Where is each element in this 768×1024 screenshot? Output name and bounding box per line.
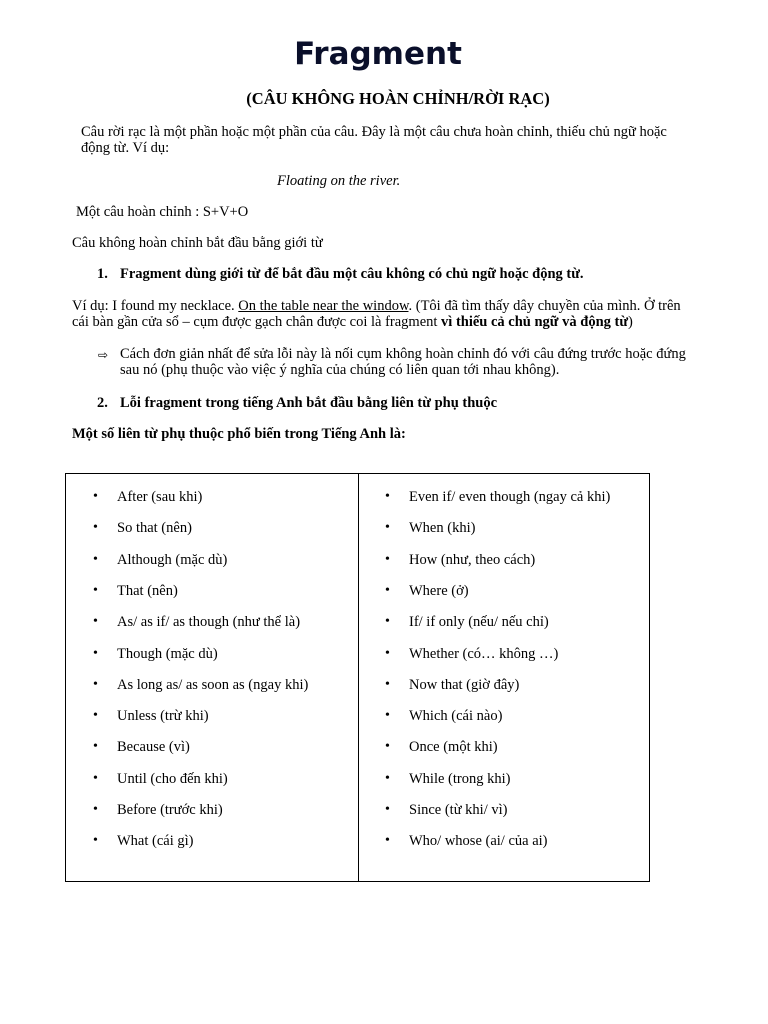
bullet-icon: • [385, 771, 390, 786]
conjunction-item: When (khi) [409, 520, 476, 536]
bullet-icon: • [93, 646, 98, 661]
conjunction-item: So that (nên) [117, 520, 192, 536]
conjunction-item: If/ if only (nếu/ nếu chỉ) [409, 614, 549, 630]
conjunction-item: Because (vì) [117, 739, 190, 755]
bullet-icon: • [385, 802, 390, 817]
conjunction-item: Until (cho đến khi) [117, 771, 228, 787]
example-line2-suffix: ) [628, 314, 633, 330]
arrow-icon: ⇨ [98, 348, 109, 362]
conjunction-item: Even if/ even though (ngay cả khi) [409, 489, 611, 505]
conjunction-list-heading: Một số liên từ phụ thuộc phổ biến trong Tiếng Anh là: [72, 426, 406, 442]
section-2-number: 2. [97, 395, 108, 411]
bullet-icon: • [93, 614, 98, 629]
conjunction-item: How (như, theo cách) [409, 552, 536, 568]
intro-line-1: Câu rời rạc là một phần hoặc một phần của câu. Đây là một câu chưa hoàn chỉnh, thiếu chủ ngữ hoặc [81, 124, 667, 140]
conjunction-item: Now that (giờ đây) [409, 677, 520, 693]
conjunction-item: Since (từ khi/ vì) [409, 802, 508, 818]
example-line2-bold: vì thiếu cả chủ ngữ và động từ [441, 314, 629, 330]
intro-line-2: động từ. Ví dụ: [81, 140, 170, 156]
example-paragraph-line-1 [72, 298, 681, 314]
section-1-heading: Fragment dùng giới từ để bắt đầu một câu không có chủ ngữ hoặc động từ. [120, 266, 584, 282]
conjunction-item: That (nên) [117, 583, 178, 599]
conjunction-item: Although (mặc dù) [117, 552, 228, 568]
conjunction-item: Whether (có… không …) [409, 646, 559, 662]
conjunction-item: Where (ở) [409, 583, 469, 599]
example-underlined-fragment: On the table near the window [238, 298, 409, 314]
conjunction-item: Which (cái nào) [409, 708, 503, 724]
bullet-icon: • [385, 552, 390, 567]
bullet-icon: • [93, 677, 98, 692]
conjunction-item: Though (mặc dù) [117, 646, 218, 662]
bullet-icon: • [385, 520, 390, 535]
bullet-icon: • [93, 552, 98, 567]
conjunction-item: As long as/ as soon as (ngay khi) [117, 677, 309, 693]
conjunction-item: Once (một khi) [409, 739, 498, 755]
bullet-icon: • [93, 739, 98, 754]
section-1-number: 1. [97, 266, 108, 282]
complete-sentence-formula: Một câu hoàn chỉnh : S+V+O [76, 204, 249, 220]
conjunction-item: What (cái gì) [117, 833, 194, 849]
section-2-heading: Lỗi fragment trong tiếng Anh bắt đầu bằng liên từ phụ thuộc [120, 395, 498, 411]
example-suffix: . (Tôi đã tìm thấy dây chuyền của mình. Ở trên [408, 298, 681, 314]
example-line2-prefix: cái bàn gần cửa sổ – cụm được gạch chân được coi là fragment [72, 314, 442, 330]
incomplete-sentence-intro: Câu không hoàn chỉnh bắt đầu bằng giới từ [72, 235, 323, 251]
example-fragment: Floating on the river. [277, 173, 401, 189]
page-title: Fragment [294, 36, 462, 72]
conjunction-item: Unless (trừ khi) [117, 708, 209, 724]
bullet-icon: • [93, 708, 98, 723]
bullet-icon: • [385, 646, 390, 661]
bullet-icon: • [93, 583, 98, 598]
bullet-icon: • [385, 677, 390, 692]
bullet-icon: • [385, 833, 390, 848]
example-prefix: Ví dụ: I found my necklace. [72, 298, 239, 314]
table-column-divider [358, 474, 359, 881]
page-subtitle: (CÂU KHÔNG HOÀN CHỈNH/RỜI RẠC) [246, 89, 550, 108]
conjunction-item: After (sau khi) [117, 489, 203, 505]
conjunction-table [65, 473, 650, 882]
bullet-icon: • [93, 802, 98, 817]
conjunction-item: While (trong khi) [409, 771, 511, 787]
conjunction-item: Who/ whose (ai/ của ai) [409, 833, 548, 849]
bullet-icon: • [385, 583, 390, 598]
bullet-icon: • [385, 739, 390, 754]
bullet-icon: • [93, 833, 98, 848]
conjunction-item: Before (trước khi) [117, 802, 223, 818]
tip-line-2: sau nó (phụ thuộc vào việc ý nghĩa của chúng có liên quan tới nhau không). [120, 362, 560, 378]
bullet-icon: • [93, 489, 98, 504]
bullet-icon: • [385, 614, 390, 629]
bullet-icon: • [93, 520, 98, 535]
bullet-icon: • [385, 489, 390, 504]
example-paragraph-line-2 [72, 314, 633, 330]
bullet-icon: • [93, 771, 98, 786]
tip-line-1: Cách đơn giản nhất để sửa lỗi này là nối cụm không hoàn chỉnh đó với câu đứng trước hoặc đứng [120, 346, 686, 362]
conjunction-item: As/ as if/ as though (như thể là) [117, 614, 301, 630]
bullet-icon: • [385, 708, 390, 723]
